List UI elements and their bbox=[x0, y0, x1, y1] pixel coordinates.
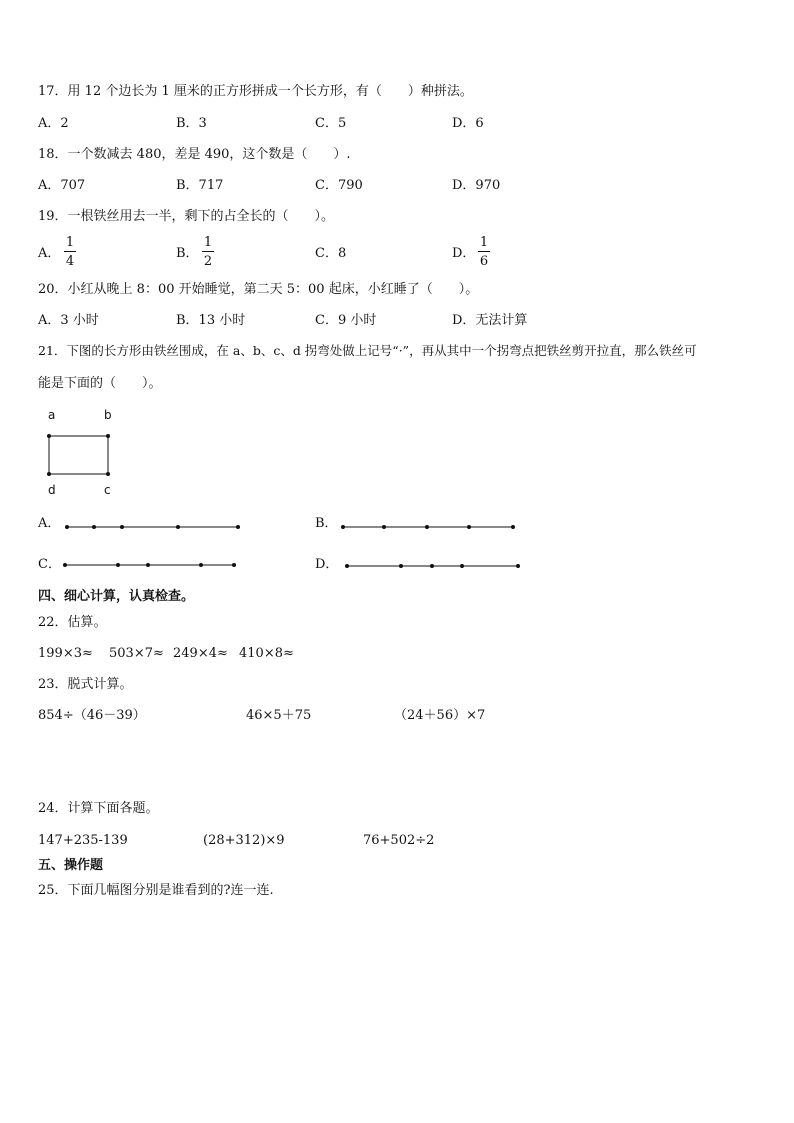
fraction-denominator: 6 bbox=[479, 254, 489, 269]
q17-option-d: D．6 bbox=[452, 116, 484, 131]
q23-stem: 23．脱式计算。 bbox=[38, 677, 133, 692]
q23-item-1: 854÷（46－39） bbox=[38, 708, 146, 723]
fraction-denominator: 4 bbox=[65, 254, 75, 269]
fraction-numerator: 1 bbox=[203, 235, 213, 250]
q22-item-1: 199×3≈ bbox=[38, 646, 93, 661]
q18-option-c: C．790 bbox=[315, 178, 363, 193]
q19-option-a-label: A． bbox=[38, 246, 61, 261]
corner-label-b: b bbox=[104, 408, 112, 422]
q17-option-b: B．3 bbox=[176, 116, 207, 131]
q19-option-b-label: B． bbox=[176, 246, 199, 261]
fraction-numerator: 1 bbox=[479, 235, 489, 250]
q22-item-3: 249×4≈ bbox=[173, 646, 228, 661]
q18-stem: 18．一个数减去 480，差是 490，这个数是（ ）. bbox=[38, 147, 351, 162]
q25-stem: 25．下面几幅图分别是谁看到的?连一连. bbox=[38, 883, 274, 898]
q21-option-c-label: C． bbox=[38, 557, 61, 572]
q20-option-a: A．3 小时 bbox=[38, 313, 99, 328]
q23-item-2: 46×5＋75 bbox=[246, 708, 312, 723]
q17-stem: 17．用 12 个边长为 1 厘米的正方形拼成一个长方形，有（ ）种拼法。 bbox=[38, 84, 473, 99]
q21-stem-line1: 21．下图的长方形由铁丝围成，在 a、b、c、d 拐弯处做上记号“·”，再从其中一个拐弯点把铁丝剪开拉直，那么铁丝可 bbox=[38, 343, 697, 358]
section-5-title: 五、操作题 bbox=[38, 858, 104, 873]
q20-option-c: C．9 小时 bbox=[315, 313, 377, 328]
q20-option-b: B．13 小时 bbox=[176, 313, 246, 328]
q20-option-d: D．无法计算 bbox=[452, 313, 528, 328]
section-4-title: 四、细心计算，认真检查。 bbox=[38, 589, 195, 604]
corner-label-c: c bbox=[104, 483, 111, 497]
fraction-numerator: 1 bbox=[65, 235, 75, 250]
corner-label-d: d bbox=[48, 483, 56, 497]
q21-stem-line2: 能是下面的（ ）。 bbox=[38, 376, 162, 391]
q17-option-c: C．5 bbox=[315, 116, 347, 131]
q21-option-d-label: D． bbox=[315, 557, 339, 572]
q18-option-b: B．717 bbox=[176, 178, 224, 193]
fraction-denominator: 2 bbox=[203, 254, 213, 269]
corner-label-a: a bbox=[48, 408, 56, 422]
q21-option-a-label: A． bbox=[38, 516, 61, 531]
q22-item-2: 503×7≈ bbox=[109, 646, 164, 661]
q24-item-3: 76+502÷2 bbox=[363, 833, 435, 848]
q22-stem: 22．估算。 bbox=[38, 615, 107, 630]
q17-option-a: A．2 bbox=[38, 116, 69, 131]
q24-item-2: (28+312)×9 bbox=[203, 833, 285, 848]
q19-option-d-label: D． bbox=[452, 246, 476, 261]
q19-option-c-value: 8 bbox=[338, 246, 347, 261]
q18-option-d: D．970 bbox=[452, 178, 501, 193]
q21-option-b-label: B． bbox=[315, 516, 338, 531]
q20-stem: 20．小红从晚上 8：00 开始睡觉，第二天 5：00 起床，小红睡了（ ）。 bbox=[38, 282, 479, 297]
q22-item-4: 410×8≈ bbox=[239, 646, 294, 661]
q19-stem: 19．一根铁丝用去一半，剩下的占全长的（ ）。 bbox=[38, 209, 335, 224]
q24-item-1: 147+235-139 bbox=[38, 833, 128, 848]
q19-option-c-label: C． bbox=[315, 246, 338, 261]
q18-option-a: A．707 bbox=[38, 178, 86, 193]
q24-stem: 24．计算下面各题。 bbox=[38, 801, 159, 816]
q23-item-3: （24＋56）×7 bbox=[394, 708, 486, 723]
